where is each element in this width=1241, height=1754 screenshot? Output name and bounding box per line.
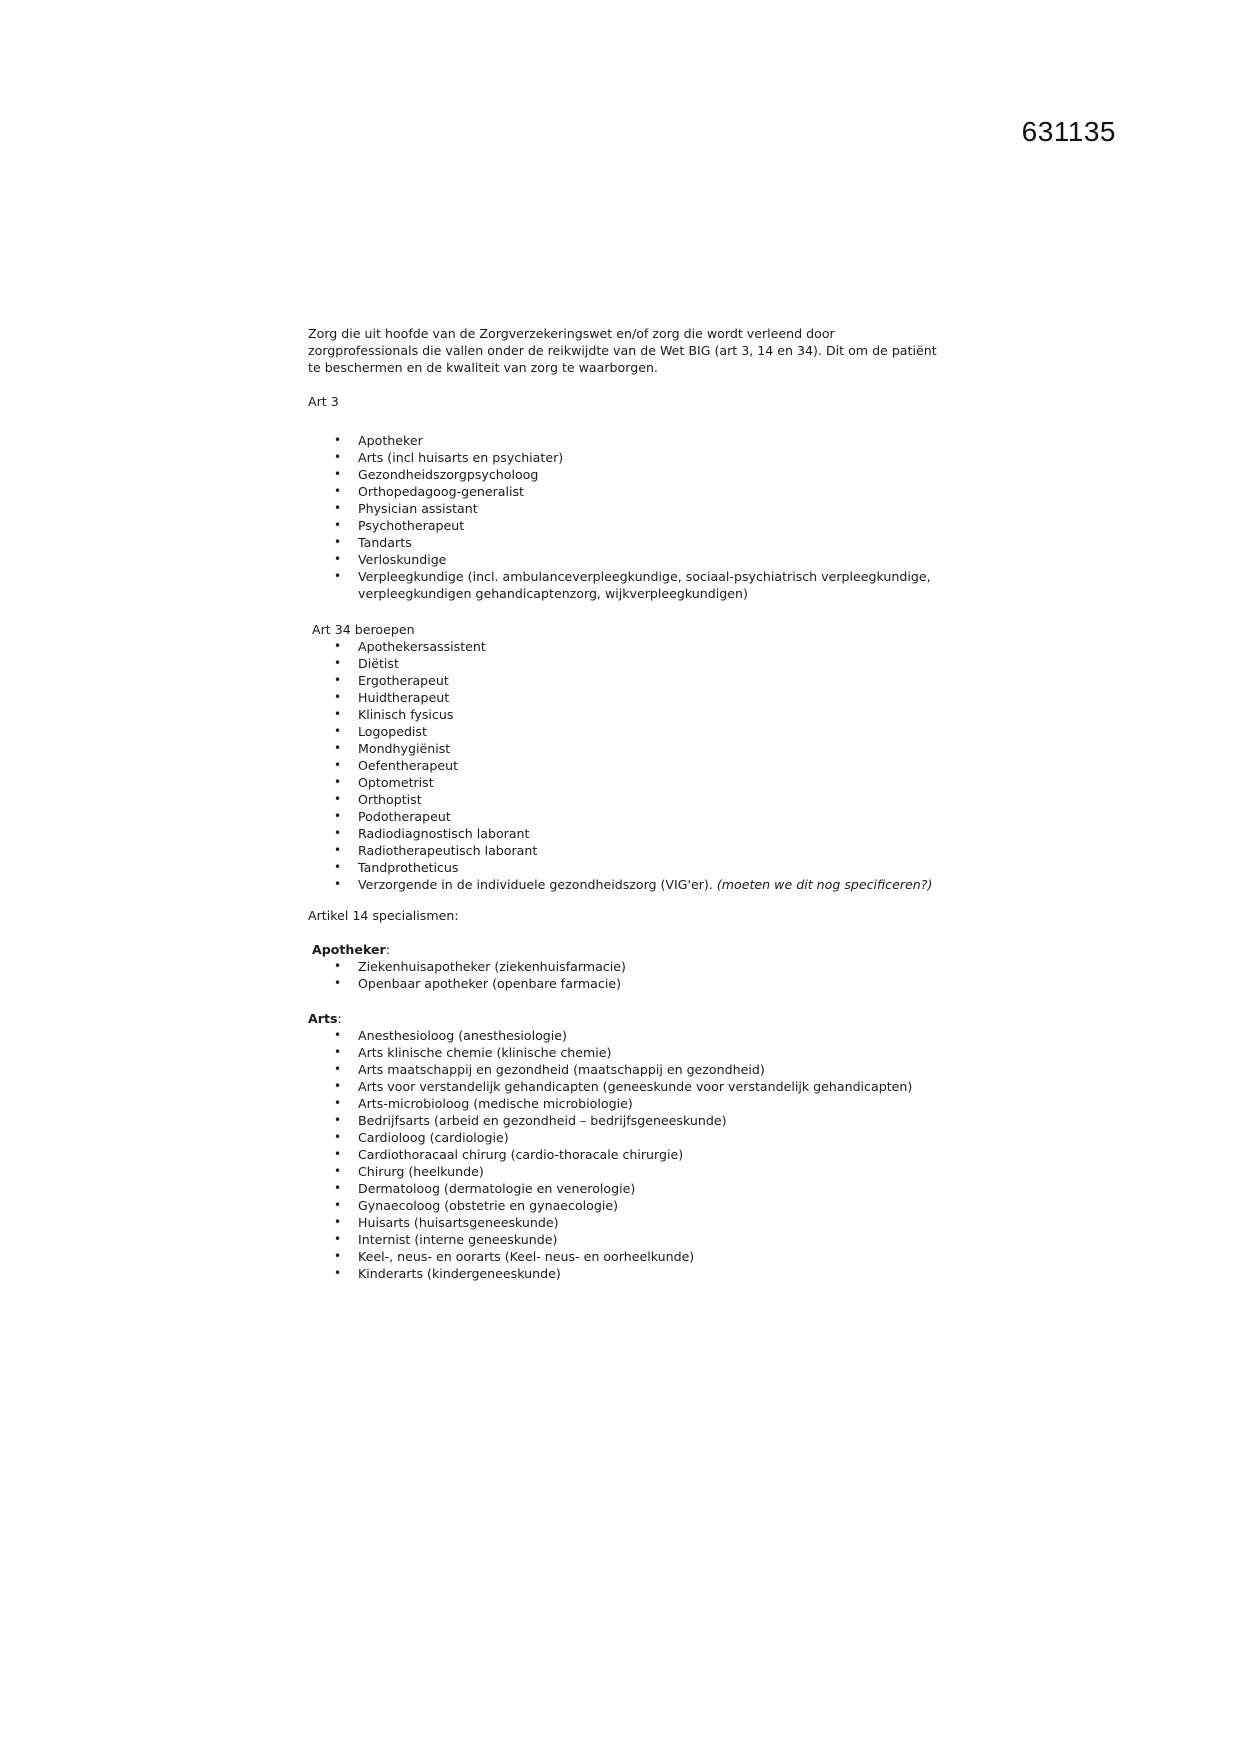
art3-list xyxy=(308,432,948,602)
list-item: • Arts (incl huisarts en psychiater) xyxy=(308,449,948,466)
list-item: • Radiodiagnostisch laborant xyxy=(308,825,948,842)
list-item: • Tandarts xyxy=(308,534,948,551)
list-item: • Mondhygiënist xyxy=(308,740,948,757)
art34-list xyxy=(308,638,948,893)
list-item: • Verpleegkundige (incl. ambulanceverpleegkundige, sociaal-psychiatrisch verpleegkundige, verpleegkundigen gehandicaptenzorg, wijkverpleegkundigen) xyxy=(308,568,948,602)
note-text: (moeten we dit nog specificeren?) xyxy=(716,877,933,892)
list-item: • Podotherapeut xyxy=(308,808,948,825)
list-item: • Radiotherapeutisch laborant xyxy=(308,842,948,859)
list-item: • Keel-, neus- en oorarts (Keel- neus- en oorheelkunde) xyxy=(308,1248,948,1265)
list-item: • Anesthesioloog (anesthesiologie) xyxy=(308,1027,948,1044)
list-item: • Huisarts (huisartsgeneeskunde) xyxy=(308,1214,948,1231)
list-item: • Psychotherapeut xyxy=(308,517,948,534)
list-item: • Klinisch fysicus xyxy=(308,706,948,723)
list-item: • Arts klinische chemie (klinische chemie) xyxy=(308,1044,948,1061)
art3-heading: Art 3 xyxy=(308,394,339,409)
list-item: • Apotheker xyxy=(308,432,948,449)
list-item: • Huidtherapeut xyxy=(308,689,948,706)
list-item: • Oefentherapeut xyxy=(308,757,948,774)
list-item: • Verloskundige xyxy=(308,551,948,568)
arts-suffix: : xyxy=(337,1011,342,1026)
list-item: • Optometrist xyxy=(308,774,948,791)
list-item: • Physician assistant xyxy=(308,500,948,517)
apotheker-suffix: : xyxy=(385,942,390,957)
list-item: • Diëtist xyxy=(308,655,948,672)
list-item: • Bedrijfsarts (arbeid en gezondheid – bedrijfsgeneeskunde) xyxy=(308,1112,948,1129)
list-item: • Internist (interne geneeskunde) xyxy=(308,1231,948,1248)
list-item: • Orthoptist xyxy=(308,791,948,808)
list-item: • Gynaecoloog (obstetrie en gynaecologie) xyxy=(308,1197,948,1214)
arts-heading xyxy=(308,1010,948,1027)
arts-list xyxy=(308,1027,948,1282)
list-item: • Arts maatschappij en gezondheid (maatschappij en gezondheid) xyxy=(308,1061,948,1078)
list-item: • Ziekenhuisapotheker (ziekenhuisfarmacie) xyxy=(308,958,948,975)
intro-paragraph: Zorg die uit hoofde van de Zorgverzekeringswet en/of zorg die wordt verleend door zorgprofessionals die vallen onder de reikwijdte van de Wet BIG (art 3, 14 en 34). Dit om de patiënt te beschermen en de kwaliteit van zorg te waarborgen. xyxy=(308,326,937,375)
apotheker-list xyxy=(308,958,948,992)
list-item xyxy=(308,876,948,893)
list-item: • Cardiothoracaal chirurg (cardio-thoracale chirurgie) xyxy=(308,1146,948,1163)
arts-label: Arts xyxy=(308,1011,338,1026)
document-id: 631135 xyxy=(1021,116,1116,147)
list-item-text: Verzorgende in de individuele gezondheidszorg (VIG'er). xyxy=(358,877,713,892)
art14-heading: Artikel 14 specialismen: xyxy=(308,908,459,923)
apotheker-heading xyxy=(308,941,948,958)
list-item: • Cardioloog (cardiologie) xyxy=(308,1129,948,1146)
list-item: • Arts voor verstandelijk gehandicapten (geneeskunde voor verstandelijk gehandicapten) xyxy=(308,1078,948,1095)
list-item: • Orthopedagoog-generalist xyxy=(308,483,948,500)
list-item: • Dermatoloog (dermatologie en venerologie) xyxy=(308,1180,948,1197)
list-item: • Tandprotheticus xyxy=(308,859,948,876)
art34-heading: Art 34 beroepen xyxy=(312,622,415,637)
list-item: • Arts-microbioloog (medische microbiologie) xyxy=(308,1095,948,1112)
list-item: • Logopedist xyxy=(308,723,948,740)
list-item: • Apothekersassistent xyxy=(308,638,948,655)
apotheker-label: Apotheker xyxy=(312,942,386,957)
list-item: • Chirurg (heelkunde) xyxy=(308,1163,948,1180)
list-item: • Openbaar apotheker (openbare farmacie) xyxy=(308,975,948,992)
list-item: • Kinderarts (kindergeneeskunde) xyxy=(308,1265,948,1282)
document-body xyxy=(308,325,948,1282)
list-item: • Ergotherapeut xyxy=(308,672,948,689)
list-item: • Gezondheidszorgpsycholoog xyxy=(308,466,948,483)
